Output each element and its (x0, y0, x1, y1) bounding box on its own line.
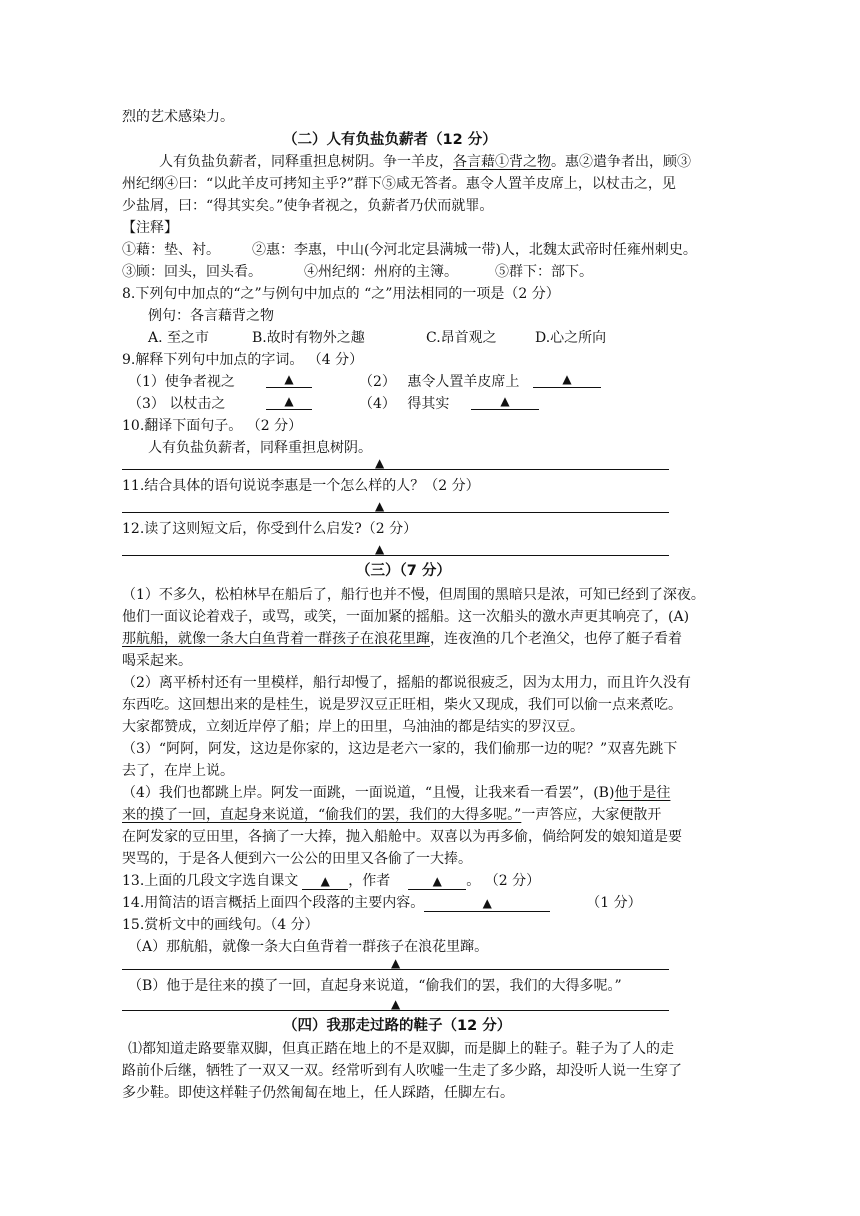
underlined-sentence-b-end: 来的摸了一回，直起身来说道，“偷我们的罢，我们的大得多呢。” (122, 807, 522, 823)
answer-mark: ▲ (391, 997, 401, 1011)
answer-blank[interactable]: ▲ (266, 392, 312, 410)
answer-mark: ▲ (375, 542, 385, 556)
answer-blank[interactable]: ▲ (408, 874, 466, 890)
question-14: 14.用简洁的语言概括上面四个段落的主要内容。 ▲ （1 分） (122, 895, 642, 911)
answer-mark: ▲ (375, 456, 385, 470)
section3-p4-line2: 来的摸了一回，直起身来说道，“偷我们的罢，我们的大得多呢。”一声答应，大家便散开 (122, 807, 662, 823)
answer-line[interactable] (122, 512, 669, 513)
question-15-a: （A）那航船，就像一条大白鱼背着一群孩子在浪花里蹿。 (128, 939, 489, 955)
question-13: 13.上面的几段文字选自课文 ▲ ，作者 ▲ 。 （2 分） (122, 873, 541, 889)
underlined-phrase: 各言藉①背之物 (453, 154, 551, 170)
note-5: ⑤群下：部下。 (495, 264, 593, 280)
question-10-sentence: 人有负盐负薪者，同释重担息树阴。 (148, 440, 372, 456)
note-2: ②惠：李惠，中山(今河北定县满城一带)人，北魏太武帝时任雍州刺史。 (252, 242, 697, 258)
section3-p2-line1: （2）离平桥村还有一里模样，船行却慢了，摇船的都说很疲乏，因为太用力，而且许久没有 (122, 675, 691, 691)
section3-p2-line2: 东西吃。这回想出来的是桂生，说是罗汉豆正旺相，柴火又现成，我们可以偷一点来煮吃。 (122, 697, 682, 713)
section3-p4-line4: 哭骂的，于是各人便到六一公公的田里又各偷了一大捧。 (122, 851, 472, 867)
section3-p4-line3: 在阿发家的豆田里，各摘了一大捧，抛入船舱中。双喜以为再多偷，倘给阿发的娘知道是要 (122, 829, 682, 845)
option-d: D.心之所向 (535, 330, 607, 346)
question-15-b: （B）他于是往来的摸了一回，直起身来说道，“偷我们的罢，我们的大得多呢。” (128, 978, 622, 994)
option-c: C.昂首观之 (426, 330, 497, 346)
question-8: 8.下列句中加点的“之”与例句中加点的 “之”用法相同的一项是（2 分） (122, 286, 560, 302)
section3-p1-line3: 那航船，就像一条大白鱼背着一群孩子在浪花里蹿，连夜渔的几个老渔父，也停了艇子看着 (122, 631, 682, 647)
option-a: A. 至之市 (148, 330, 210, 346)
answer-line[interactable] (122, 555, 669, 556)
section3-p3-line1: （3）“阿阿，阿发，这边是你家的，这边是老六一家的，我们偷那一边的呢？”双喜先跳下 (122, 741, 678, 757)
section4-p1-line2: 路前仆后继，牺牲了一双又一双。经常听到有人吹嘘一生走了多少路，却没听人说一生穿了 (122, 1063, 682, 1079)
section3-p1-line4: 喝采起来。 (122, 653, 192, 669)
section2-paragraph-line1: 人有负盐负薪者，同释重担息树阴。争一羊皮，各言藉①背之物。惠②遣争者出，顾③ (159, 154, 691, 170)
underlined-sentence-a: 那航船，就像一条大白鱼背着一群孩子在浪花里蹿 (122, 631, 430, 647)
question-9: 9.解释下列句中加点的字词。 （4 分） (122, 352, 364, 368)
underlined-sentence-b-start: 他于是往 (614, 785, 671, 801)
question-15: 15.赏析文中的画线句。（4 分） (122, 917, 319, 933)
question-12: 12.读了这则短文后，你受到什么启发?（2 分） (122, 521, 418, 537)
answer-blank[interactable]: ▲ (266, 370, 312, 388)
answer-blank[interactable]: ▲ (302, 874, 348, 890)
section4-p1-line3: 多少鞋。即使这样鞋子仍然匍匐在地上，任人踩踏，任脚左右。 (122, 1085, 514, 1101)
section3-p1-line1: （1）不多久，松柏林早在船后了，船行也并不慢，但周围的黑暗只是浓，可知已经到了深夜。 (122, 587, 705, 603)
question-10: 10.翻译下面句子。 （2 分） (122, 418, 303, 434)
section3-p1-line2: 他们一面议论着戏子，或骂，或笑，一面加紧的摇船。这一次船头的激水声更其响亮了，(A) (122, 609, 690, 625)
answer-line[interactable] (122, 469, 669, 470)
section3-title: （三）（7 分） (356, 563, 451, 579)
section2-paragraph-line2: 州纪纲④曰：“以此羊皮可拷知主乎?”群下⑤咸无答者。惠令人置羊皮席上，以杖击之，见 (122, 176, 676, 192)
answer-line[interactable] (122, 969, 669, 970)
question-9-item-3: （3） 以杖击之 (128, 396, 226, 412)
option-b: B.故时有物外之趣 (252, 330, 365, 346)
section4-p1-line1: ⑴都知道走路要靠双脚，但真正踏在地上的不是双脚，而是脚上的鞋子。鞋子为了人的走 (128, 1041, 674, 1057)
answer-line[interactable] (122, 1010, 669, 1011)
intro-tail: 烈的艺术感染力。 (122, 109, 234, 125)
answer-mark: ▲ (375, 499, 385, 513)
answer-blank[interactable]: ▲ (533, 370, 601, 388)
notes-title: 【注释】 (122, 220, 178, 236)
section3-p4-line1: （4）我们也都跳上岸。阿发一面跳，一面说道，“且慢，让我来看一看罢”，(B)他于是往 (122, 785, 671, 801)
note-3: ③顾：回头，回头看。 (122, 264, 262, 280)
note-1: ①藉：垫、衬。 (122, 242, 220, 258)
note-4: ④州纪纲：州府的主簿。 (304, 264, 458, 280)
section2-paragraph-line3: 少盐屑，曰：“得其实矣。”使争者视之，负薪者乃伏而就罪。 (122, 198, 494, 214)
answer-blank[interactable]: ▲ (471, 392, 539, 410)
section2-title: （二）人有负盐负薪者（12 分） (283, 132, 497, 148)
question-11: 11.结合具体的语句说说李惠是一个怎么样的人？（2 分） (122, 478, 480, 494)
section3-p2-line3: 大家都赞成，立刻近岸停了船；岸上的田里，乌油油的都是结实的罗汉豆。 (122, 719, 584, 735)
question-9-item-2: （2） 惠令人置羊皮席上 (359, 374, 520, 390)
section3-p3-line2: 去了，在岸上说。 (122, 763, 234, 779)
question-8-example: 例句：各言藉背之物 (148, 308, 274, 324)
question-9-item-4: （4） 得其实 (359, 396, 450, 412)
question-9-item-1: （1）使争者视之 (128, 374, 235, 390)
section4-title: （四）我那走过路的鞋子（12 分） (283, 1018, 512, 1034)
answer-mark: ▲ (391, 956, 401, 970)
answer-blank[interactable]: ▲ (424, 896, 550, 912)
